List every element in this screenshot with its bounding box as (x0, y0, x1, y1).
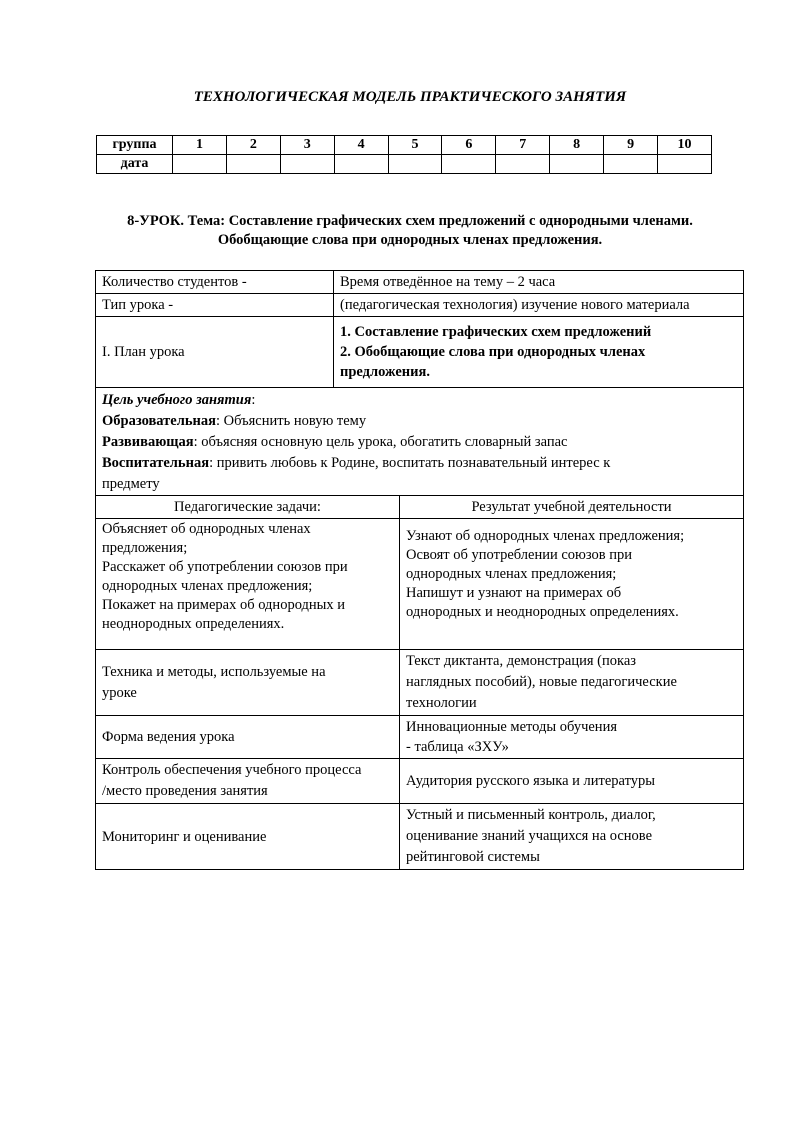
task-line: Расскажет об употреблении союзов при (102, 559, 348, 575)
students-label: Количество студентов - (96, 271, 334, 294)
monitoring-row (96, 804, 744, 870)
group-col-7: 7 (496, 136, 550, 155)
group-col-8: 8 (550, 136, 604, 155)
date-cell-7 (496, 155, 550, 174)
goal-upbringing-cont: предмету (102, 476, 160, 492)
group-col-6: 6 (442, 136, 496, 155)
goal-educational: Образовательная: Объяснить новую тему (102, 413, 367, 429)
plan-item-1: 1. Составление графических схем предложений (340, 324, 652, 340)
form-label: Форма ведения урока (96, 716, 400, 759)
time-label: Время отведённое на тему – 2 часа (334, 271, 744, 294)
task-line: предложения; (102, 540, 188, 556)
methods-row (96, 650, 744, 716)
tasks-header-row (96, 496, 744, 519)
tasks-cell (96, 519, 400, 650)
date-cell-9 (604, 155, 658, 174)
monitoring-label: Мониторинг и оценивание (96, 804, 400, 870)
plan-item-2-cont: предложения. (340, 364, 430, 380)
control-value: Аудитория русского языка и литературы (400, 759, 744, 804)
form-row (96, 716, 744, 759)
goals-row (96, 388, 744, 496)
control-label: Контроль обеспечения учебного процесса /место проведения занятия (96, 759, 400, 804)
form-value: Инновационные методы обучения - таблица «ЗХУ» (400, 716, 744, 759)
result-line: однородных членах предложения; (406, 566, 617, 582)
result-line: Узнают об однородных членах предложения; (406, 528, 685, 544)
methods-label: Техника и методы, используемые на уроке (96, 650, 400, 716)
task-line: однородных членах предложения; (102, 578, 313, 594)
result-line: Напишут и узнают на примерах об (406, 585, 622, 601)
result-line: однородных и неоднородных определениях. (406, 604, 679, 620)
lesson-type-label: Тип урока - (96, 294, 334, 317)
goal-heading: Цель учебного занятия: (102, 392, 256, 408)
monitoring-value: Устный и письменный контроль, диалог, оценивание знаний учащихся на основе рейтинговой системы (400, 804, 744, 870)
task-line: Покажет на примерах об однородных и (102, 597, 346, 613)
plan-item-2: 2. Обобщающие слова при однородных членах (340, 344, 646, 360)
group-row (97, 136, 712, 155)
group-date-table (96, 135, 712, 174)
methods-value: Текст диктанта, демонстрация (показ наглядных пособий), новые педагогические технологии (400, 650, 744, 716)
tasks-header: Педагогические задачи: (96, 496, 400, 519)
date-label: дата (97, 155, 173, 174)
plan-label: I. План урока (96, 317, 334, 388)
group-col-3: 3 (280, 136, 334, 155)
group-col-9: 9 (604, 136, 658, 155)
date-cell-3 (280, 155, 334, 174)
page-title: ТЕХНОЛОГИЧЕСКАЯ МОДЕЛЬ ПРАКТИЧЕСКОГО ЗАНЯТИЯ (193, 89, 627, 105)
control-row (96, 759, 744, 804)
plan-row (96, 317, 744, 388)
lesson-title-line-1: 8-УРОК. Тема: Составление графических схем предложений с однородными членами. (127, 213, 693, 229)
results-cell (400, 519, 744, 650)
group-col-2: 2 (226, 136, 280, 155)
plan-items (334, 317, 744, 388)
lesson-plan-table (95, 270, 744, 870)
result-line: Освоят об употреблении союзов при (406, 547, 633, 563)
date-cell-1 (173, 155, 227, 174)
group-col-1: 1 (173, 136, 227, 155)
date-cell-5 (388, 155, 442, 174)
date-cell-4 (334, 155, 388, 174)
tasks-row (96, 519, 744, 650)
lesson-title (70, 212, 750, 250)
date-cell-2 (226, 155, 280, 174)
lesson-type-value: (педагогическая технология) изучение нового материала (334, 294, 744, 317)
group-label: группа (97, 136, 173, 155)
task-line: Объясняет об однородных членах (102, 521, 311, 537)
date-cell-6 (442, 155, 496, 174)
group-col-10: 10 (658, 136, 712, 155)
lesson-type-row (96, 294, 744, 317)
lesson-title-line-2: Обобщающие слова при однородных членах предложения. (217, 232, 603, 248)
group-col-4: 4 (334, 136, 388, 155)
goals-cell (96, 388, 744, 496)
group-col-5: 5 (388, 136, 442, 155)
students-row (96, 271, 744, 294)
date-cell-10 (658, 155, 712, 174)
goal-developmental: Развивающая: объясняя основную цель урока, обогатить словарный запас (102, 434, 568, 450)
date-cell-8 (550, 155, 604, 174)
goal-upbringing: Воспитательная: привить любовь к Родине, воспитать познавательный интерес к (102, 455, 611, 471)
date-row (97, 155, 712, 174)
task-line: неоднородных определениях. (102, 616, 285, 632)
results-header: Результат учебной деятельности (400, 496, 744, 519)
